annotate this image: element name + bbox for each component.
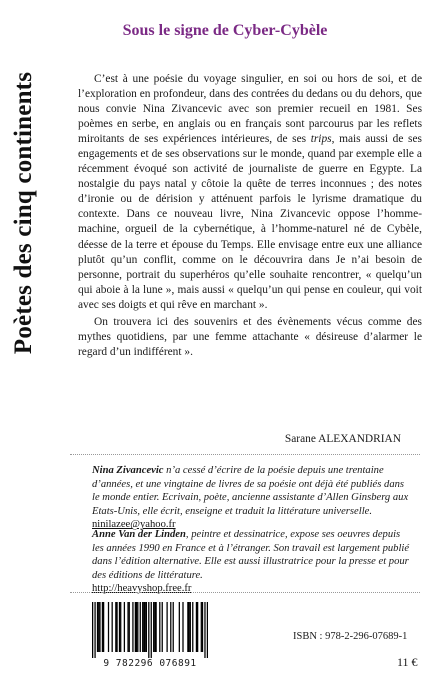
- barcode-bar: [146, 602, 147, 652]
- barcode: [88, 600, 212, 672]
- barcode-bar: [145, 602, 146, 652]
- barcode-bar: [188, 602, 189, 652]
- barcode-bar: [154, 602, 155, 652]
- illustrator-url-link[interactable]: http://heavyshop.free.fr: [92, 583, 192, 595]
- barcode-bar: [159, 602, 160, 652]
- illustrator-name: Anne Van der Linden: [92, 529, 186, 540]
- blurb-paragraph-1: [78, 72, 422, 313]
- barcode-bar: [202, 602, 203, 652]
- barcode-bar: [124, 602, 125, 652]
- barcode-bar: [140, 602, 141, 652]
- barcode-bar: [99, 602, 100, 652]
- barcode-bar: [97, 602, 98, 652]
- barcode-bar: [102, 602, 103, 652]
- barcode-bar: [187, 602, 188, 652]
- barcode-bar: [98, 602, 99, 652]
- blurb-p1-part-a: C’est à une poésie du voyage singulier, en soi ou hors de soi, et de l’exploration en profondeur, dans des contrées du dedans ou du dehors, que nous convie Nina Zivancevic avec son premier recueil en 1981. Ses poèmes en serbe, en anglais ou en français sont parcourus par les reflets miroitants de ses expériences intérieures, de ses: [78, 73, 422, 146]
- barcode-bar: [108, 602, 109, 652]
- barcode-bar: [142, 602, 143, 652]
- barcode-bar: [155, 602, 156, 652]
- price: 11 €: [397, 655, 418, 669]
- barcode-bar: [207, 602, 208, 658]
- barcode-bar: [132, 602, 133, 652]
- barcode-bar: [162, 602, 163, 652]
- barcode-bar: [120, 602, 121, 652]
- barcode-bar: [115, 602, 116, 652]
- barcode-bar: [179, 602, 180, 652]
- barcode-bar: [148, 602, 149, 658]
- blurb-p1-part-b: , mais aussi de ses engagements et de ses observations sur le monde, quand par exemple elle a récemment évoqué son activité de journaliste de guerre en Egypte. La nostalgie du pays natal y côtoie la quête de terres inconnues ; des notes d’ironie ou de dérision y atténuent parfois le lyrisme dramatique du contexte. Dans ce nouveau livre, Nina Zivancevic oppose l’homme-machine, orgueil de la cybernétique, à l’homme-naturel né de Cybèle, déesse de la terre et épouse du Temps. Elle envisage entre eux une alliance plutôt qu’un conflit, comme on le découvrira dans Je n’ai besoin de personne, portrait du superhéros qu’elle souhaite rencontrer, « quelqu’un qui aboie à la lune », mais aussi « quelqu’un qui pense en couleur, qui voit avec ses doigts et qui rêve en marchant ».: [78, 133, 422, 311]
- barcode-bar: [116, 602, 117, 652]
- author-name: Nina Zivancevic: [92, 465, 164, 476]
- barcode-bar: [119, 602, 120, 652]
- barcode-bar: [143, 602, 144, 652]
- blurb-p1-emphasis: trips: [310, 133, 332, 146]
- barcode-bar: [136, 602, 137, 652]
- barcode-digits: 9 782296 076891: [103, 658, 197, 669]
- barcode-bar: [190, 602, 191, 652]
- barcode-bar: [153, 602, 154, 652]
- barcode-bar: [129, 602, 130, 652]
- blurb-paragraph-2: On trouvera ici des souvenirs et des évènements vécus comme des mythes quotidiens, par une femme attachante « désireuse d’alarmer le regard d’un indifférent ».: [78, 315, 422, 358]
- divider-bottom: [70, 592, 420, 593]
- illustrator-bio-text: , peintre et dessinatrice, expose ses oeuvres depuis les années 1990 en France et à l’étranger. Son travail est largement publié dans l’édition alternative. Elle est aussi illustratrice pour la presse et pour des éditions de littérature.: [92, 529, 410, 581]
- barcode-bar: [92, 602, 93, 658]
- barcode-bar: [170, 602, 171, 652]
- barcode-bar: [112, 602, 113, 652]
- author-email-link[interactable]: ninilazee@yahoo.fr: [92, 519, 176, 531]
- book-title: Sous le signe de Cyber-Cybèle: [122, 22, 328, 39]
- blurb-signature: Sarane ALEXANDRIAN: [284, 433, 401, 445]
- barcode-bar: [127, 602, 128, 652]
- barcode-bar: [94, 602, 95, 658]
- isbn: ISBN : 978-2-296-07689-1: [293, 631, 408, 642]
- barcode-bar: [135, 602, 136, 652]
- barcode-bar: [151, 602, 152, 658]
- barcode-bar: [137, 602, 138, 652]
- barcode-bars: [92, 602, 208, 658]
- barcode-bar: [197, 602, 198, 652]
- barcode-bar: [166, 602, 167, 652]
- barcode-bar: [196, 602, 197, 652]
- series-spine: [4, 48, 44, 378]
- barcode-bar: [103, 602, 104, 652]
- illustrator-bio: [92, 528, 412, 596]
- barcode-bar: [204, 602, 205, 658]
- barcode-bar: [201, 602, 202, 652]
- author-bio-text: n’a cessé d’écrire de la poésie depuis une trentaine d’années, et une vingtaine de livres de sa poésie ont déjà été publiés dans le monde entier. Ecrivain, poète, ancienne assistante d’Allen Ginsberg aux Etats-Unis, elle écrit, enseigne et traduit la littérature universelle.: [92, 465, 409, 517]
- series-title: Poètes des cinq continents: [10, 71, 37, 355]
- divider-top: [70, 454, 420, 455]
- blurb: [78, 72, 422, 360]
- barcode-bar: [173, 602, 174, 652]
- barcode-bar: [182, 602, 183, 652]
- barcode-bar: [192, 602, 193, 652]
- author-bio: [92, 464, 412, 532]
